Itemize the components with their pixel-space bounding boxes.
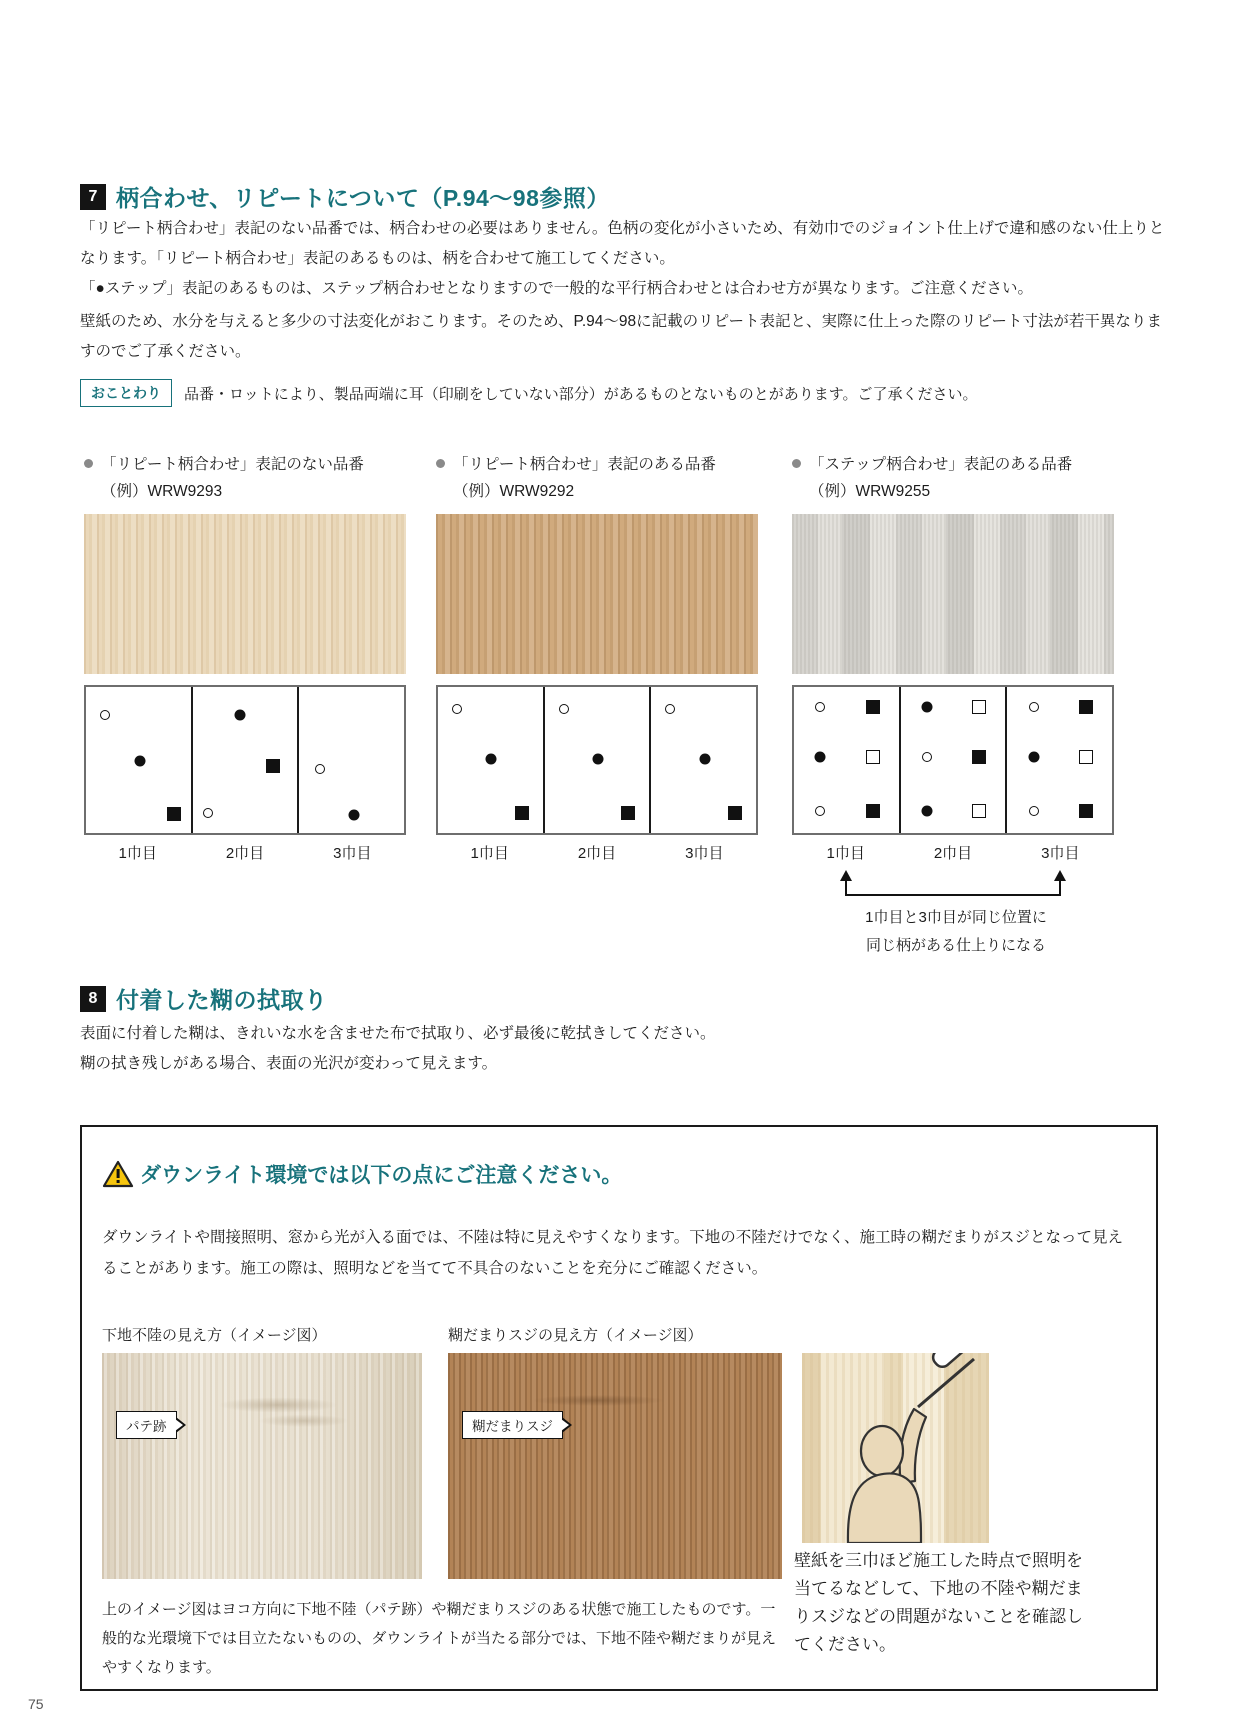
filled-square-marker xyxy=(621,806,635,820)
example-title-row xyxy=(84,452,406,474)
caution-box xyxy=(80,1125,1158,1691)
open-square-marker xyxy=(972,700,986,714)
example-title-row xyxy=(436,452,758,474)
step-match-bracket-arrows xyxy=(834,868,1072,900)
width-label: 2巾目 xyxy=(577,845,617,862)
open-circle-marker xyxy=(665,704,675,714)
example-title: 「リピート柄合わせ」表記のある品番 xyxy=(453,456,716,473)
open-square-marker xyxy=(866,750,880,764)
width-label: 3巾目 xyxy=(685,845,724,862)
open-circle-marker xyxy=(815,806,825,816)
caution-title: ダウンライト環境では以下の点にご注意ください。 xyxy=(140,1164,623,1187)
section8-title: 付着した糊の拭取り xyxy=(116,987,328,1013)
width-strip-panel xyxy=(1007,687,1112,833)
width-label: 3巾目 xyxy=(333,845,372,862)
example-product-code: （例）WRW9293 xyxy=(101,483,223,500)
section7-title: 柄合わせ、リピートについて（P.94〜98参照） xyxy=(116,185,610,211)
section7-number-badge: 7 xyxy=(80,184,106,210)
filled-circle-marker xyxy=(486,753,497,764)
step-match-note-line2: 同じ柄がある仕上りになる xyxy=(865,937,1046,954)
section7-heading xyxy=(80,180,610,213)
filled-square-marker xyxy=(1079,804,1093,818)
width-labels xyxy=(436,842,758,863)
example-title: 「リピート柄合わせ」表記のない品番 xyxy=(101,456,364,473)
section7-paragraph3 xyxy=(80,307,1172,367)
filled-circle-marker xyxy=(921,806,932,817)
width-label: 1巾目 xyxy=(118,845,157,862)
filled-circle-marker xyxy=(699,753,710,764)
filled-circle-marker xyxy=(234,709,245,720)
filled-circle-marker xyxy=(348,810,359,821)
section7-paragraphs xyxy=(80,214,1172,304)
width-label: 1巾目 xyxy=(470,845,509,862)
open-circle-marker xyxy=(1029,702,1039,712)
example-column-no-repeat xyxy=(84,452,406,863)
callout-glue-streak: 糊だまりスジ xyxy=(462,1411,563,1439)
example-title-row xyxy=(792,452,1114,474)
filled-square-marker xyxy=(866,804,880,818)
filled-square-marker xyxy=(972,750,986,764)
wallpaper-swatch xyxy=(792,514,1114,674)
filled-square-marker xyxy=(167,807,181,821)
pattern-diagram xyxy=(792,685,1114,835)
width-label: 2巾目 xyxy=(933,845,973,862)
filled-circle-marker xyxy=(593,753,604,764)
body-paragraph: 表面に付着した糊は、きれいな水を含ませた布で拭取り、必ず最後に乾拭きしてください。 xyxy=(80,1025,716,1042)
example-column-step xyxy=(792,452,1114,863)
open-circle-marker xyxy=(100,710,110,720)
installer-illustration xyxy=(802,1353,989,1543)
open-square-marker xyxy=(1079,750,1093,764)
width-strip-panel xyxy=(299,687,404,833)
width-strip-panel xyxy=(794,687,901,833)
example-product-code: （例）WRW9292 xyxy=(453,483,575,500)
body-paragraph: 「●ステップ」表記のあるものは、ステップ柄合わせとなりますので一般的な平行柄合わせとは合わせ方が異なります。ご注意ください。 xyxy=(80,280,1034,297)
width-strip-panel xyxy=(545,687,652,833)
width-strip-panel xyxy=(901,687,1008,833)
warning-triangle-icon xyxy=(102,1160,134,1189)
wallpaper-swatch xyxy=(84,514,406,674)
disclaimer-label: おことわり xyxy=(80,379,172,407)
width-strip-panel xyxy=(193,687,300,833)
image-label-glue-streak: 糊だまりスジの見え方（イメージ図） xyxy=(448,1327,703,1344)
width-label: 2巾目 xyxy=(225,845,265,862)
callout-putty: パテ跡 xyxy=(116,1411,177,1439)
wall-image-glue-streak xyxy=(448,1353,782,1579)
bullet-icon xyxy=(436,459,445,468)
width-labels xyxy=(792,842,1114,863)
images-caption: 上のイメージ図はヨコ方向に下地不陸（パテ跡）や糊だまりスジのある状態で施工したものです。一般的な光環境下では目立たないものの、ダウンライトが当たる部分では、下地不陸や糊だまりが見えやすくなります。 xyxy=(102,1601,776,1676)
pattern-diagram xyxy=(436,685,758,835)
filled-square-marker xyxy=(1079,700,1093,714)
width-labels xyxy=(84,842,406,863)
open-circle-marker xyxy=(452,704,462,714)
filled-circle-marker xyxy=(815,752,826,763)
example-column-repeat xyxy=(436,452,758,863)
filled-circle-marker xyxy=(921,702,932,713)
width-label: 1巾目 xyxy=(826,845,865,862)
open-circle-marker xyxy=(203,808,213,818)
step-match-note-line1: 1巾目と3巾目が同じ位置に xyxy=(865,909,1047,926)
example-title: 「ステップ柄合わせ」表記のある品番 xyxy=(809,456,1073,473)
body-paragraph: 糊の拭き残しがある場合、表面の光沢が変わって見えます。 xyxy=(80,1055,498,1072)
open-circle-marker xyxy=(315,764,325,774)
section8-paragraphs xyxy=(80,1019,1080,1079)
filled-square-marker xyxy=(515,806,529,820)
caution-body: ダウンライトや間接照明、窓から光が入る面では、不陸は特に見えやすくなります。下地の不陸だけでなく、施工時の糊だまりがスジとなって見えることがあります。施工の際は、照明などを当てて不具合のないことを充分にご確認ください。 xyxy=(102,1229,1123,1277)
open-circle-marker xyxy=(922,752,932,762)
bullet-icon xyxy=(84,459,93,468)
caution-right-note: 壁紙を三巾ほど施工した時点で照明を当てるなどして、下地の不陸や糊だまりスジなどの問題がないことを確認してください。 xyxy=(794,1551,1083,1654)
open-circle-marker xyxy=(815,702,825,712)
section8-number-badge: 8 xyxy=(80,986,106,1012)
person-with-roller-icon xyxy=(802,1353,989,1543)
filled-square-marker xyxy=(728,806,742,820)
disclaimer-text: 品番・ロットにより、製品両端に耳（印刷をしていない部分）があるものとないものとがあります。ご了承ください。 xyxy=(184,385,978,403)
pattern-diagram xyxy=(84,685,406,835)
filled-square-marker xyxy=(866,700,880,714)
wallpaper-swatch xyxy=(436,514,758,674)
body-paragraph: 「リピート柄合わせ」表記のない品番では、柄合わせの必要はありません。色柄の変化が小さいため、有効巾でのジョイント仕上げで違和感のない仕上りとなります。「リピート柄合わせ」表記のあるものは、柄を合わせて施工してください。 xyxy=(80,220,1165,267)
width-strip-panel xyxy=(651,687,756,833)
wall-image-putty-marks xyxy=(102,1353,422,1579)
width-strip-panel xyxy=(86,687,193,833)
width-label: 3巾目 xyxy=(1041,845,1080,862)
open-circle-marker xyxy=(1029,806,1039,816)
page-number: 75 xyxy=(28,1696,44,1712)
example-product-code: （例）WRW9255 xyxy=(809,483,931,500)
caution-heading xyxy=(102,1159,622,1189)
width-strip-panel xyxy=(438,687,545,833)
disclaimer-row xyxy=(80,379,978,407)
body-paragraph: 壁紙のため、水分を与えると多少の寸法変化がおこります。そのため、P.94〜98に記載のリピート表記と、実際に仕上った際のリピート寸法が若干異なりますのでご了承ください。 xyxy=(80,313,1162,360)
bullet-icon xyxy=(792,459,801,468)
open-square-marker xyxy=(972,804,986,818)
image-label-substrate: 下地不陸の見え方（イメージ図） xyxy=(102,1327,327,1344)
step-match-note xyxy=(800,904,1112,960)
filled-circle-marker xyxy=(1028,752,1039,763)
section8-heading xyxy=(80,982,328,1015)
filled-square-marker xyxy=(266,759,280,773)
filled-circle-marker xyxy=(135,756,146,767)
open-circle-marker xyxy=(559,704,569,714)
